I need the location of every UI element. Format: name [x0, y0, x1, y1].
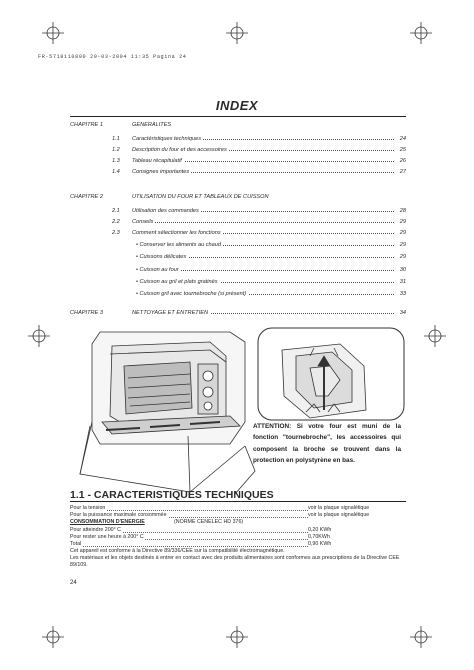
spec-value: voir la plaque signalétique: [308, 512, 370, 518]
registration-mark-bottom-center: [226, 626, 248, 648]
entry-page: 30: [399, 267, 406, 273]
toc-entry-keep-warm[interactable]: [70, 242, 406, 251]
oven-packaging-illustration: [70, 326, 406, 494]
registration-mark-top-right: [410, 22, 432, 44]
title-rule: [70, 116, 406, 117]
toc-entry-1-2[interactable]: [70, 147, 406, 156]
chapter-title: NETTOYAGE ET ENTRETIEN: [132, 310, 209, 316]
spec-value: 0,20 KWh: [308, 527, 332, 533]
chapter-label: CHAPITRE 1: [70, 122, 103, 128]
registration-mark-bottom-left: [42, 626, 64, 648]
rotisserie-warning: ATTENTION: Si votre four est muni de la fonction "tournebroche", les accessoires qui composent la broche se trouvent dans la protection en polystyrène en bas.: [253, 423, 401, 464]
toc-entry-oven[interactable]: [70, 267, 406, 276]
spec-label: Pour atteindre 200° C: [70, 527, 121, 533]
entry-text: Description du four et des accessoires: [132, 147, 227, 153]
energy-norm: (NORME CENELEC HD 376): [174, 519, 244, 525]
spec-label: Pour la tension: [70, 505, 106, 511]
entry-number: 1.3: [112, 158, 120, 164]
entry-page: 29: [399, 219, 406, 225]
table-of-contents: [70, 122, 406, 322]
entry-number: 1.1: [112, 136, 120, 142]
spec-row-voltage: [70, 505, 406, 512]
entry-number: 2.3: [112, 230, 120, 236]
spec-row-power: [70, 512, 406, 519]
toc-entry-1-1[interactable]: [70, 136, 406, 145]
chapter-label: CHAPITRE 2: [70, 194, 103, 200]
registration-mark-middle-left: [28, 325, 50, 347]
compliance-note-food-contact: Les matériaux et les objets destinés à entrer en contact avec des produits alimentaires sont conformes aux prescriptions de la Directive CEE 89/109.: [70, 555, 400, 568]
entry-number: 2.1: [112, 208, 120, 214]
toc-entry-2-3[interactable]: [70, 230, 406, 239]
registration-mark-top-center: [226, 22, 248, 44]
entry-page: 31: [399, 279, 406, 285]
energy-heading-row: [70, 519, 406, 526]
entry-page: 28: [399, 208, 406, 214]
energy-heading: CONSOMMATION D'ENERGIE: [70, 519, 145, 525]
entry-text: Tableau récapitulatif: [132, 158, 182, 164]
toc-entry-2-1[interactable]: [70, 208, 406, 217]
spec-label: Total: [70, 541, 82, 547]
spec-value: voir la plaque signalétique: [308, 505, 370, 511]
toc-entry-1-3[interactable]: [70, 158, 406, 167]
entry-text: Consignes importantes: [132, 169, 190, 175]
entry-text: • Conserver les aliments au chaud: [136, 242, 221, 248]
entry-number: 1.2: [112, 147, 120, 153]
page-title: INDEX: [215, 98, 259, 113]
registration-mark-middle-right: [424, 325, 446, 347]
entry-page: 33: [399, 291, 406, 297]
chapter-2-heading: [70, 194, 406, 203]
chapter-1-heading: [70, 122, 406, 131]
entry-number: 1.4: [112, 169, 120, 175]
page-number: 24: [70, 580, 77, 586]
toc-entry-grill[interactable]: [70, 279, 406, 288]
entry-page: 24: [399, 136, 406, 142]
entry-text: Conseils: [132, 219, 154, 225]
spec-label: Pour la puissance maximale consommée: [70, 512, 167, 518]
entry-page: 26: [399, 158, 406, 164]
print-header-line: FR-5718110800 20-03-2004 11:35 Pagina 24: [38, 54, 187, 60]
spec-value: 0,90 KWh: [308, 541, 332, 547]
toc-entry-1-4[interactable]: [70, 169, 406, 178]
chapter-title: UTILISATION DU FOUR ET TABLEAUX DE CUISSON: [132, 194, 269, 200]
entry-page: 27: [399, 169, 406, 175]
registration-mark-top-left: [42, 22, 64, 44]
toc-entry-delicate[interactable]: [70, 254, 406, 263]
spec-row-reach-200: [70, 527, 406, 534]
section-title: 1.1 - CARACTERISTIQUES TECHNIQUES: [70, 489, 274, 501]
section-rule: [70, 501, 406, 502]
entry-page: 34: [399, 310, 406, 316]
toc-entry-rotisserie[interactable]: [70, 291, 406, 300]
spec-value: 0,70KWh: [308, 534, 330, 540]
entry-text: Comment sélectionner les fonctions: [132, 230, 221, 236]
entry-number: 2.2: [112, 219, 120, 225]
compliance-note-emc: Cet appareil est conforme à la Directive 89/336/CEE sur la compatibilité électromagnétique.: [70, 548, 285, 554]
registration-mark-bottom-right: [410, 626, 432, 648]
spec-row-hold-200: [70, 534, 406, 541]
entry-text: • Cuisson au gril et plats gratinés: [136, 279, 218, 285]
entry-page: 29: [399, 242, 406, 248]
entry-text: • Cuisson au four: [136, 267, 179, 273]
spec-row-total: [70, 541, 406, 548]
chapter-label: CHAPITRE 3: [70, 310, 103, 316]
entry-page: 29: [399, 230, 406, 236]
chapter-title: GENERALITES: [132, 122, 172, 128]
entry-page: 29: [399, 254, 406, 260]
spec-label: Pour rester une heure à 200° C: [70, 534, 144, 540]
entry-text: • Cuissons délicates: [136, 254, 187, 260]
toc-entry-2-2[interactable]: [70, 219, 406, 228]
entry-page: 25: [399, 147, 406, 153]
entry-text: • Cuisson gril avec tournebroche (si présent): [136, 291, 247, 297]
entry-text: Caractéristiques techniques: [132, 136, 202, 142]
chapter-3-heading[interactable]: [70, 310, 406, 319]
entry-text: Utilisation des commandes: [132, 208, 199, 214]
